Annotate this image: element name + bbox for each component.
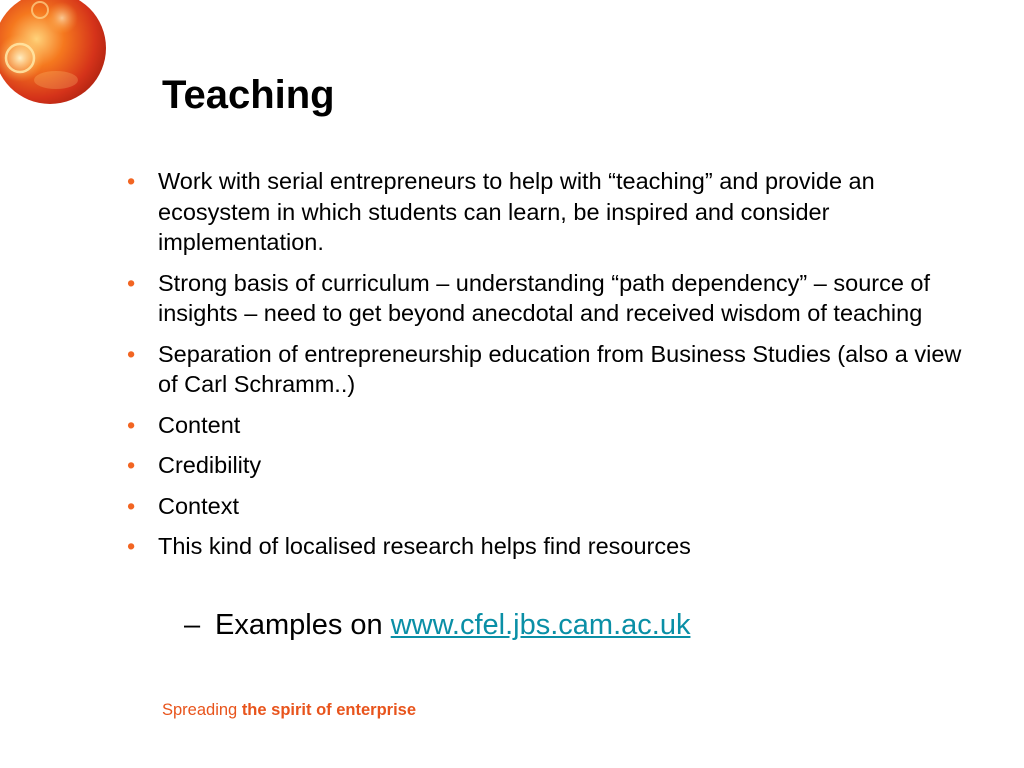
bullet-item: [126, 410, 986, 441]
bullet-marker: •: [127, 340, 136, 367]
footer-tagline: [162, 699, 416, 721]
tagline-prefix: Spreading: [162, 701, 242, 719]
bullet-marker: •: [127, 533, 136, 559]
bullet-marker: •: [127, 452, 136, 478]
bullet-text: Separation of entrepreneurship education from Business Studies (also a view of Carl Schramm..): [158, 340, 962, 397]
bullet-text: Strong basis of curriculum – understanding “path dependency” – source of insights – need to get beyond anecdotal and received wisdom of teaching: [158, 269, 931, 326]
bullet-text: Work with serial entrepreneurs to help with “teaching” and provide an ecosystem in which students can learn, be inspired and consider implementation.: [158, 168, 875, 255]
bullet-item: [126, 491, 986, 522]
tagline-emphasis: the spirit of enterprise: [241, 701, 417, 719]
bullet-marker: •: [127, 269, 136, 296]
bullet-text: Content: [158, 411, 241, 438]
bullet-marker: •: [127, 411, 136, 438]
slide-title: Teaching: [162, 73, 335, 117]
bullet-marker: •: [127, 492, 136, 519]
orange-orb-logo-icon: [0, 0, 108, 110]
bullet-marker: •: [127, 168, 136, 194]
bullet-item: [126, 531, 986, 562]
bullet-text: Credibility: [158, 452, 262, 478]
website-link[interactable]: www.cfel.jbs.cam.ac.uk: [390, 609, 691, 641]
bullet-text: This kind of localised research helps find resources: [158, 533, 691, 559]
bullet-item: [126, 268, 986, 329]
bullet-list: [126, 166, 986, 572]
bullet-item: [126, 450, 986, 481]
sub-bullet-dash: –: [184, 609, 201, 641]
bullet-item: [126, 339, 986, 400]
sub-bullet: [184, 604, 690, 646]
bullet-item: [126, 166, 986, 258]
bullet-text: Context: [158, 492, 239, 519]
sub-bullet-text: Examples on: [215, 609, 391, 641]
